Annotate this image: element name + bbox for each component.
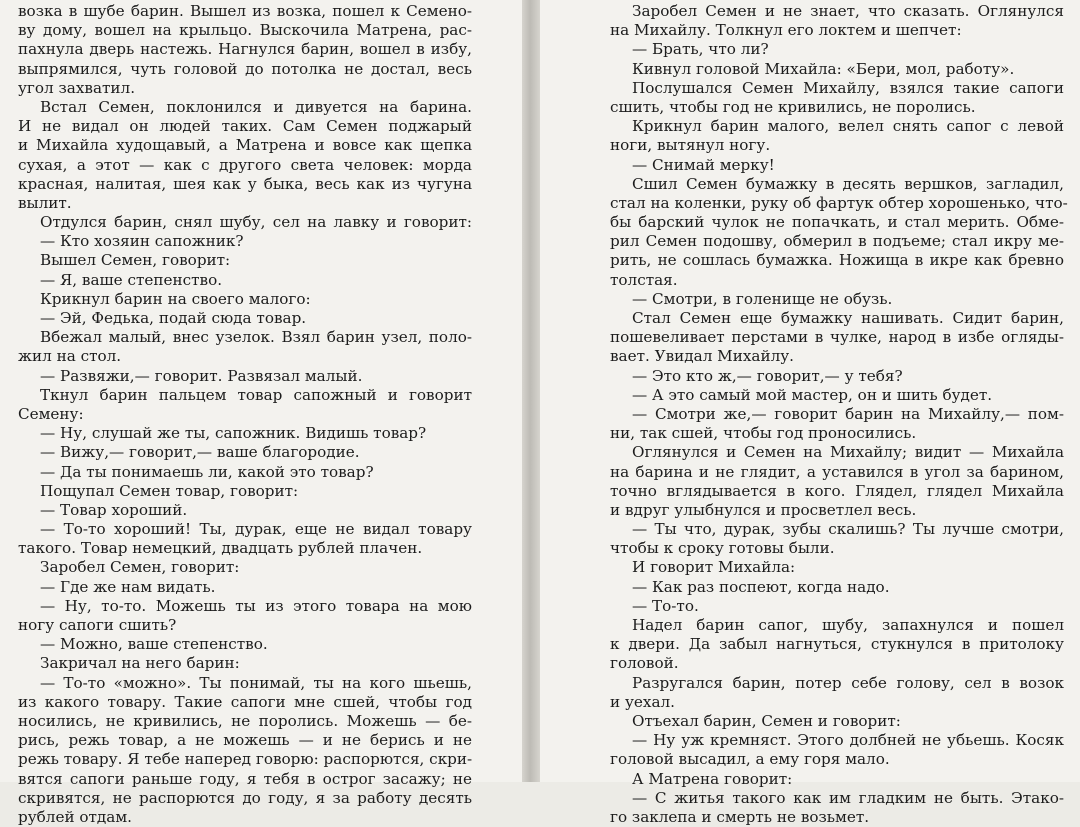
left-page [0,0,522,826]
text-line: Сшил Семен бумажку в десять вершков, загладил, [632,174,1064,193]
text-line: рись, режь товар, а не можешь — и не берись и не [18,731,472,750]
text-line: бы барский чулок не попачкать, и стал мерить. Обме- [610,213,1064,232]
text-line: Крикнул барин на своего малого: [40,289,311,308]
text-line: — То-то. [632,596,699,615]
text-line: Надел барин сапог, шубу, запахнулся и пошел [632,616,1064,634]
text-line: — Эй, Федька, подай сюда товар. [40,309,307,327]
text-line: жил на стол. [18,347,122,366]
text-line: А Матрена говорит: [632,769,793,788]
text-line: — Можно, ваше степенство. [40,635,268,654]
text-line: сухая, а этот — как с другого света человек: морда [18,155,472,174]
text-line: Заробел Семен и не знает, что сказать. Оглянулся [632,2,1064,20]
text-line: Пощупал Семен товар, говорит: [40,481,299,500]
text-line: чтобы к сроку готовы были. [610,539,835,558]
text-line: Закричал на него барин: [40,654,240,673]
text-line: Вышел Семен, говорит: [40,251,231,270]
text-line: стал на коленки, руку об фартук обтер хорошенько, что- [610,193,1068,212]
text-line: сшить, чтобы год не кривились, не поролись. [610,97,976,116]
text-line: к двери. Да забыл нагнуться, стукнулся в притолоку [610,635,1064,654]
text-line: — Ну уж кремняст. Этого долбней не убьешь. Косяк [632,731,1064,750]
text-line: — Ну, то-то. Можешь ты из этого товара на мою [40,596,472,615]
text-line: — С житья такого как им гладким не быть. Этако- [632,788,1064,807]
text-line: на Михайлу. Толкнул его локтем и шепчет: [610,21,962,40]
right-page-text [610,2,1068,827]
text-line: и Михайла худощавый, а Матрена и вовсе как щепка [18,136,472,155]
text-line: носились, не кривились, не поролись. Можешь — бе- [18,711,472,730]
text-line: пошевеливает перстами в чулке, народ в избе огляды- [610,328,1064,347]
text-line: — Я, ваше степенство. [40,270,223,289]
text-line: Ткнул барин пальцем товар сапожный и говорит [40,385,472,404]
text-line: — Ты что, дурак, зубы скалишь? Ты лучше смотри, [632,520,1064,539]
text-line: такого. Товар немецкий, двадцать рублей плачен. [18,539,423,558]
text-line: вылит. [18,193,72,212]
text-line: на барина и не глядит, а уставился в угол за барином, [610,462,1064,481]
text-line: точно вглядывается в кого. Глядел, глядел Михайла [610,481,1064,500]
text-line: — Развяжи,— говорит. Развязал малый. [40,366,363,385]
text-line: — Где же нам видать. [40,577,216,596]
text-line: ногу сапоги сшить? [18,616,177,634]
text-line: режь товару. Я тебе наперед говорю: распорются, скри- [18,750,473,769]
right-page [540,0,1080,826]
text-line: красная, налитая, шея как у быка, весь как из чугуна [18,174,472,193]
text-line: — Да ты понимаешь ли, какой это товар? [40,462,374,481]
text-line: скривятся, не распорются до году, я за работу десять [18,788,472,807]
text-line: Послушался Семен Михайлу, взялся такие сапоги [632,78,1064,97]
text-line: — Это кто ж,— говорит,— у тебя? [632,366,903,385]
text-line: Кивнул головой Михайла: «Бери, мол, работу». [632,59,1015,78]
text-line: — Смотри же,— говорит барин на Михайлу,— пом- [632,404,1064,423]
text-line: ноги, вытянул ногу. [610,136,771,155]
book-gutter [522,0,540,782]
text-line: — Ну, слушай же ты, сапожник. Видишь товар? [40,424,427,443]
text-line: и уехал. [610,692,675,711]
text-line: вает. Увидал Михайлу. [610,347,795,366]
text-line: пахнула дверь настежь. Нагнулся барин, вошел в избу, [18,40,472,59]
text-line: — А это самый мой мастер, он и шить будет. [632,385,993,404]
text-line: Семену: [18,404,84,423]
text-line: — Кто хозяин сапожник? [40,232,244,251]
text-line: Вбежал малый, внес узелок. Взял барин узел, поло- [40,328,472,347]
text-line: го заклепа и смерть не возьмет. [610,807,870,826]
text-line: выпрямился, чуть головой до потолка не достал, весь [18,59,472,78]
text-line: рил Семен подошву, обмерил в подъеме; стал икру ме- [610,232,1064,251]
text-line: — Товар хороший. [40,500,188,519]
text-line: толстая. [610,270,678,289]
text-line: угол захватил. [18,78,136,97]
text-line: головой. [610,654,679,673]
text-line: вятся сапоги раньше году, я тебя в острог засажу; не [18,769,472,788]
text-line: Стал Семен еще бумажку нашивать. Сидит барин, [632,309,1064,327]
text-line: ни, так сшей, чтобы год проносились. [610,424,917,443]
left-page-text [18,2,472,827]
text-line: Отъехал барин, Семен и говорит: [632,711,901,730]
text-line: Оглянулся и Семен на Михайлу; видит — Михайла [632,443,1064,462]
text-line: рублей отдам. [18,807,132,826]
text-line: — Как раз поспеют, когда надо. [632,577,890,596]
text-line: — Снимай мерку! [632,155,775,174]
text-line: И говорит Михайла: [632,558,796,577]
text-line: ву дому, вошел на крыльцо. Выскочила Матрена, рас- [18,21,472,40]
text-line: рить, не сошлась бумажка. Ножища в икре как бревно [610,251,1064,270]
text-line: Разругался барин, потер себе голову, сел в возок [632,673,1064,692]
text-line: Отдулся барин, снял шубу, сел на лавку и говорит: [40,213,472,232]
text-line: и вдруг улыбнулся и просветлел весь. [610,500,917,519]
text-line: головой высадил, а ему горя мало. [610,750,890,769]
text-line: Заробел Семен, говорит: [40,558,240,577]
text-line: из какого товару. Такие сапоги мне сшей, чтобы год [18,692,472,711]
text-line: Встал Семен, поклонился и дивуется на барина. [40,97,472,116]
text-line: — Брать, что ли? [632,40,769,59]
text-line: — То-то хороший! Ты, дурак, еще не видал товару [40,520,472,539]
text-line: — То-то «можно». Ты понимай, ты на кого шьешь, [40,673,472,692]
text-line: Крикнул барин малого, велел снять сапог с левой [632,117,1064,136]
text-line: — Вижу,— говорит,— ваше благородие. [40,443,360,462]
text-line: — Смотри, в голенище не обузь. [632,289,893,308]
text-line: возка в шубе барин. Вышел из возка, пошел к Семено- [18,2,472,20]
text-line: И не видал он людей таких. Сам Семен поджарый [18,117,472,136]
